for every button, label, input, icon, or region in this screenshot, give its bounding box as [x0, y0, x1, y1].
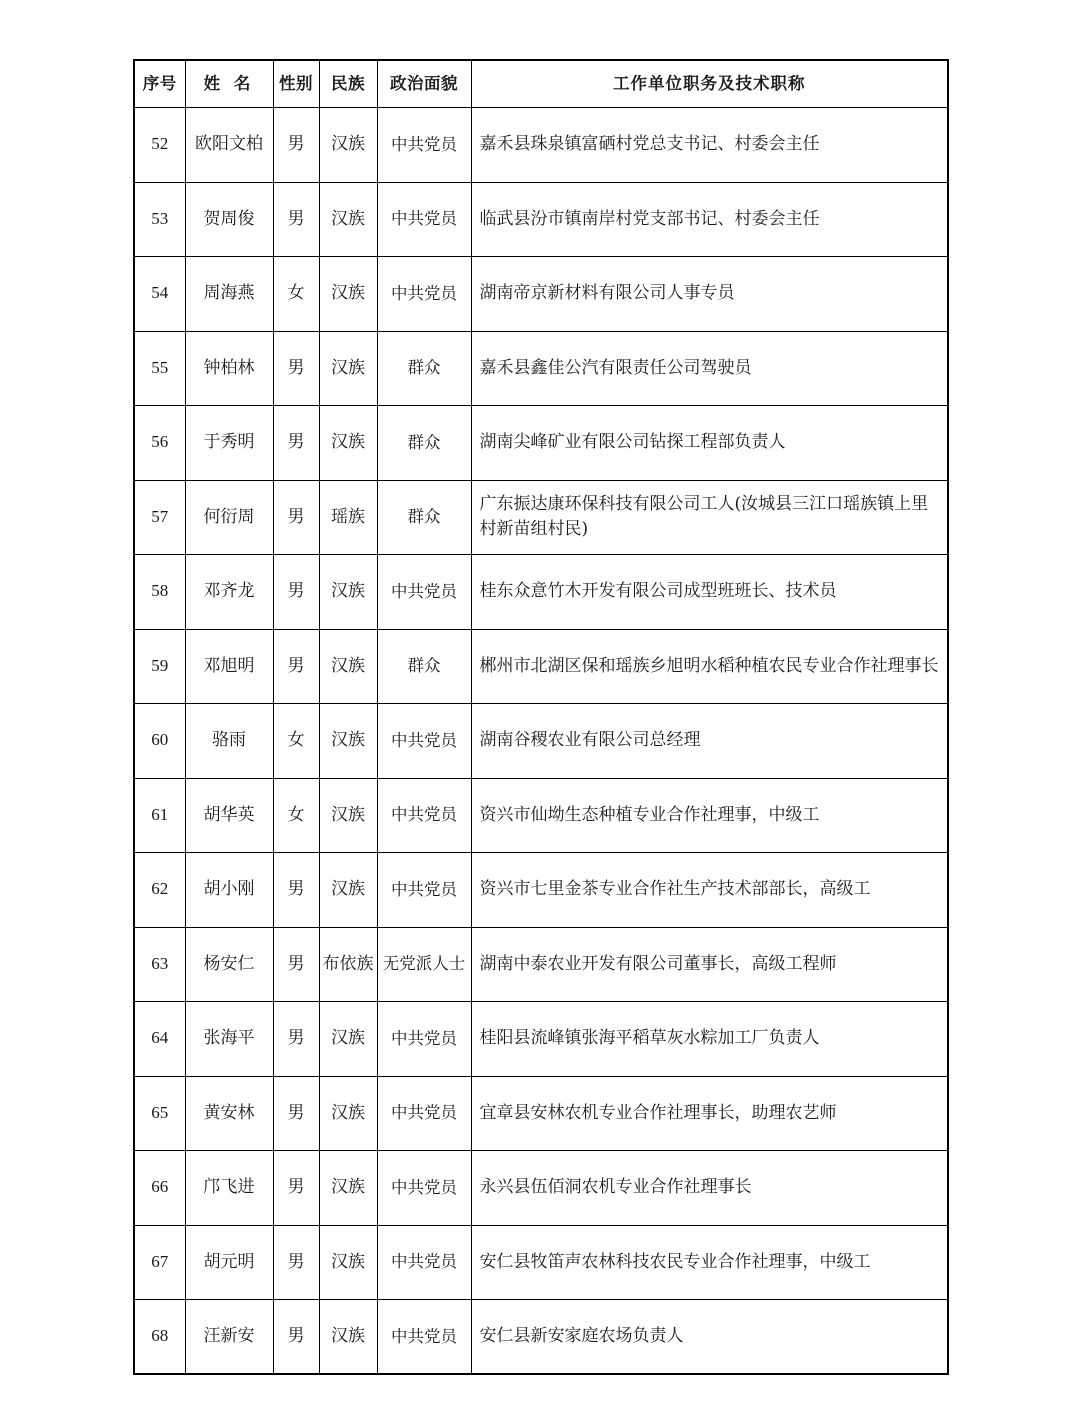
cell-seq: 56 — [134, 406, 185, 481]
cell-seq: 60 — [134, 704, 185, 779]
cell-sex: 男 — [273, 480, 319, 555]
cell-name: 骆雨 — [185, 704, 273, 779]
cell-pol: 群众 — [377, 629, 471, 704]
table-row — [134, 778, 948, 853]
cell-pol: 无党派人士 — [377, 927, 471, 1002]
table-row — [134, 1151, 948, 1226]
column-header-ethnicity: 民族 — [319, 60, 377, 108]
cell-eth: 汉族 — [319, 1225, 377, 1300]
table-row — [134, 1002, 948, 1077]
cell-seq: 63 — [134, 927, 185, 1002]
cell-eth: 汉族 — [319, 1076, 377, 1151]
cell-job: 安仁县新安家庭农场负责人 — [471, 1300, 948, 1375]
cell-sex: 男 — [273, 182, 319, 257]
cell-eth: 汉族 — [319, 704, 377, 779]
table-row — [134, 108, 948, 183]
cell-seq: 64 — [134, 1002, 185, 1077]
column-header-sex: 性别 — [273, 60, 319, 108]
cell-job: 湖南中泰农业开发有限公司董事长，高级工程师 — [471, 927, 948, 1002]
cell-sex: 男 — [273, 1300, 319, 1375]
cell-job: 嘉禾县鑫佳公汽有限责任公司驾驶员 — [471, 331, 948, 406]
cell-pol: 中共党员 — [377, 1225, 471, 1300]
roster-table — [133, 59, 949, 1375]
cell-sex: 男 — [273, 629, 319, 704]
table-row — [134, 1076, 948, 1151]
table-row — [134, 555, 948, 630]
cell-job: 临武县汾市镇南岸村党支部书记、村委会主任 — [471, 182, 948, 257]
cell-eth: 汉族 — [319, 629, 377, 704]
cell-job: 郴州市北湖区保和瑶族乡旭明水稻种植农民专业合作社理事长 — [471, 629, 948, 704]
cell-sex: 男 — [273, 927, 319, 1002]
column-header-political: 政治面貌 — [377, 60, 471, 108]
cell-sex: 男 — [273, 108, 319, 183]
table-row — [134, 704, 948, 779]
cell-pol: 中共党员 — [377, 1300, 471, 1375]
table-row — [134, 331, 948, 406]
cell-eth: 汉族 — [319, 182, 377, 257]
cell-seq: 62 — [134, 853, 185, 928]
cell-job: 嘉禾县珠泉镇富硒村党总支书记、村委会主任 — [471, 108, 948, 183]
cell-name: 于秀明 — [185, 406, 273, 481]
cell-name: 胡小刚 — [185, 853, 273, 928]
cell-sex: 女 — [273, 778, 319, 853]
cell-seq: 67 — [134, 1225, 185, 1300]
table-row — [134, 927, 948, 1002]
cell-job: 资兴市仙坳生态种植专业合作社理事，中级工 — [471, 778, 948, 853]
cell-sex: 男 — [273, 331, 319, 406]
cell-sex: 男 — [273, 853, 319, 928]
cell-pol: 中共党员 — [377, 1151, 471, 1226]
cell-sex: 男 — [273, 1002, 319, 1077]
cell-job: 资兴市七里金茶专业合作社生产技术部部长，高级工 — [471, 853, 948, 928]
cell-eth: 汉族 — [319, 1002, 377, 1077]
cell-name: 钟柏林 — [185, 331, 273, 406]
table-row — [134, 406, 948, 481]
cell-pol: 中共党员 — [377, 1076, 471, 1151]
table-row — [134, 1225, 948, 1300]
cell-eth: 汉族 — [319, 778, 377, 853]
cell-pol: 中共党员 — [377, 1002, 471, 1077]
cell-name: 邓旭明 — [185, 629, 273, 704]
cell-seq: 57 — [134, 480, 185, 555]
cell-seq: 53 — [134, 182, 185, 257]
cell-eth: 布依族 — [319, 927, 377, 1002]
cell-seq: 66 — [134, 1151, 185, 1226]
header-row — [134, 60, 948, 108]
cell-job: 宜章县安林农机专业合作社理事长，助理农艺师 — [471, 1076, 948, 1151]
cell-sex: 女 — [273, 704, 319, 779]
cell-name: 黄安林 — [185, 1076, 273, 1151]
cell-pol: 群众 — [377, 331, 471, 406]
cell-eth: 汉族 — [319, 853, 377, 928]
cell-pol: 中共党员 — [377, 555, 471, 630]
cell-seq: 55 — [134, 331, 185, 406]
table-row — [134, 853, 948, 928]
cell-sex: 男 — [273, 1076, 319, 1151]
cell-job: 桂东众意竹木开发有限公司成型班班长、技术员 — [471, 555, 948, 630]
cell-eth: 汉族 — [319, 406, 377, 481]
cell-eth: 汉族 — [319, 1300, 377, 1375]
cell-name: 邓齐龙 — [185, 555, 273, 630]
roster-table-container — [133, 59, 947, 1375]
column-header-name: 姓 名 — [185, 60, 273, 108]
cell-sex: 男 — [273, 555, 319, 630]
cell-eth: 汉族 — [319, 108, 377, 183]
cell-name: 杨安仁 — [185, 927, 273, 1002]
cell-name: 何衍周 — [185, 480, 273, 555]
cell-seq: 68 — [134, 1300, 185, 1375]
cell-name: 胡元明 — [185, 1225, 273, 1300]
cell-job: 湖南帝京新材料有限公司人事专员 — [471, 257, 948, 332]
cell-eth: 汉族 — [319, 257, 377, 332]
cell-eth: 汉族 — [319, 331, 377, 406]
cell-seq: 58 — [134, 555, 185, 630]
cell-pol: 群众 — [377, 480, 471, 555]
cell-seq: 52 — [134, 108, 185, 183]
cell-seq: 59 — [134, 629, 185, 704]
cell-name: 胡华英 — [185, 778, 273, 853]
cell-name: 周海燕 — [185, 257, 273, 332]
table-row — [134, 1300, 948, 1375]
cell-name: 贺周俊 — [185, 182, 273, 257]
cell-pol: 中共党员 — [377, 257, 471, 332]
cell-sex: 男 — [273, 1225, 319, 1300]
column-header-seq: 序号 — [134, 60, 185, 108]
cell-sex: 女 — [273, 257, 319, 332]
cell-job: 永兴县伍佰洞农机专业合作社理事长 — [471, 1151, 948, 1226]
cell-name: 邝飞进 — [185, 1151, 273, 1226]
cell-name: 欧阳文柏 — [185, 108, 273, 183]
cell-job: 湖南谷稷农业有限公司总经理 — [471, 704, 948, 779]
cell-name: 张海平 — [185, 1002, 273, 1077]
cell-seq: 54 — [134, 257, 185, 332]
cell-name: 汪新安 — [185, 1300, 273, 1375]
cell-eth: 瑶族 — [319, 480, 377, 555]
cell-seq: 61 — [134, 778, 185, 853]
cell-pol: 中共党员 — [377, 182, 471, 257]
table-row — [134, 629, 948, 704]
cell-pol: 中共党员 — [377, 778, 471, 853]
cell-eth: 汉族 — [319, 555, 377, 630]
cell-job: 湖南尖峰矿业有限公司钻探工程部负责人 — [471, 406, 948, 481]
cell-job: 安仁县牧笛声农林科技农民专业合作社理事，中级工 — [471, 1225, 948, 1300]
cell-job: 广东振达康环保科技有限公司工人(汝城县三江口瑶族镇上里村新苗组村民) — [471, 480, 948, 555]
table-header — [134, 60, 948, 108]
cell-sex: 男 — [273, 1151, 319, 1226]
cell-sex: 男 — [273, 406, 319, 481]
table-row — [134, 480, 948, 555]
cell-pol: 中共党员 — [377, 853, 471, 928]
cell-job: 桂阳县流峰镇张海平稻草灰水粽加工厂负责人 — [471, 1002, 948, 1077]
column-header-work-title: 工作单位职务及技术职称 — [471, 60, 948, 108]
table-row — [134, 182, 948, 257]
cell-seq: 65 — [134, 1076, 185, 1151]
table-body — [134, 108, 948, 1375]
cell-pol: 中共党员 — [377, 704, 471, 779]
cell-pol: 群众 — [377, 406, 471, 481]
cell-eth: 汉族 — [319, 1151, 377, 1226]
cell-pol: 中共党员 — [377, 108, 471, 183]
table-row — [134, 257, 948, 332]
